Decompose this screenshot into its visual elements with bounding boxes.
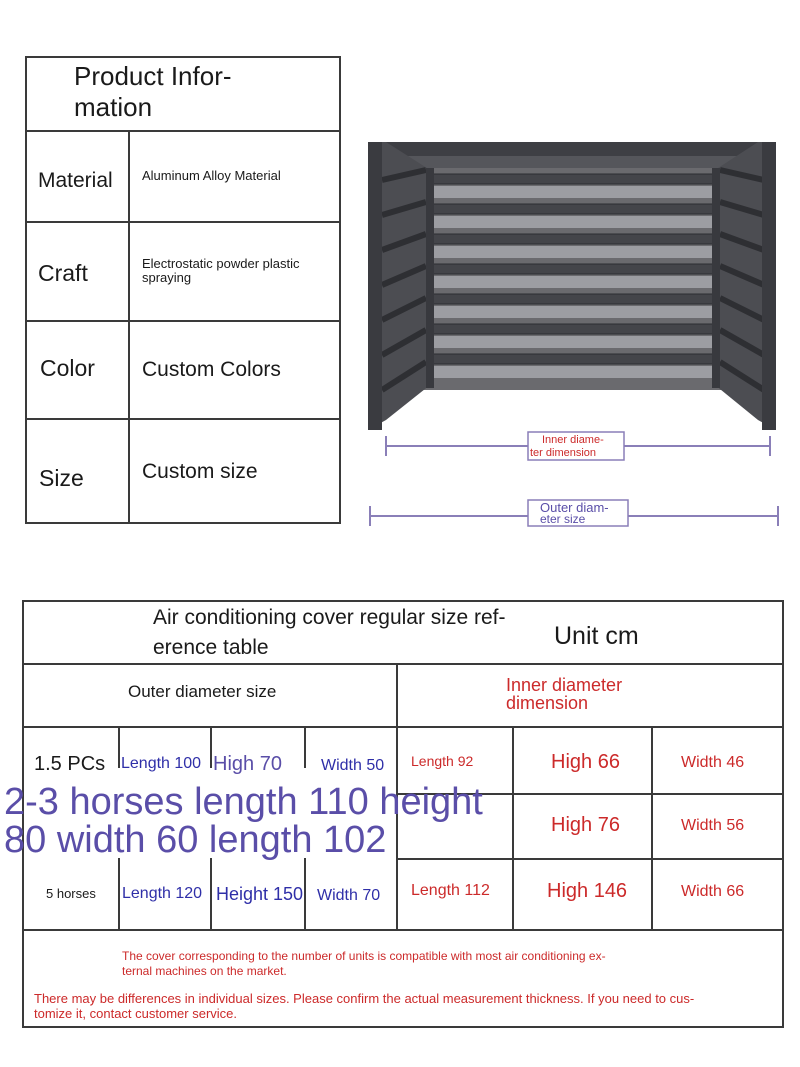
row3-outer-length: Length 120 (122, 885, 203, 902)
value-craft: Electrostatic powder plastic (142, 256, 300, 271)
divider (210, 858, 212, 929)
row1-inner-length: Length 92 (411, 753, 474, 769)
right-front-leg (762, 142, 776, 430)
row1-units: 1.5 PCs (34, 753, 106, 775)
row1-inner-width: Width 46 (681, 754, 745, 771)
divider (396, 858, 784, 860)
product-info-title-cont: mation (74, 92, 153, 122)
divider (25, 221, 341, 223)
outer-diameter-header: Outer diameter size (128, 682, 277, 701)
divider (25, 320, 341, 322)
row3-outer-height: Height 150 (216, 884, 304, 904)
row2-inner-width: Width 56 (681, 817, 745, 834)
value-craft-cont: spraying (142, 270, 192, 285)
row1-inner-high: High 66 (551, 751, 620, 773)
divider (118, 858, 120, 929)
label-size: Size (39, 465, 84, 491)
divider (25, 418, 341, 420)
note-custom-size: There may be differences in individual sizes. Please confirm the actual measurement thickness. If you need to cus- (34, 991, 695, 1006)
row1-outer-width: Width 50 (321, 757, 385, 774)
row2-inner-high: High 76 (551, 814, 620, 836)
inner-diameter-header: Inner diameter (506, 675, 623, 695)
outer-dimension-label-cont: eter size (540, 512, 586, 526)
row1-outer-length: Length 100 (121, 755, 202, 772)
divider (118, 726, 120, 768)
top-inner-edge (368, 156, 776, 168)
outer-dimension-label: Outer diam- (540, 500, 609, 515)
divider (22, 663, 784, 665)
divider (210, 726, 212, 768)
row3-inner-high: High 146 (547, 880, 628, 902)
row2-overlay-text-cont: 80 width 60 length 102 (4, 819, 387, 861)
divider (304, 858, 306, 929)
inner-diameter-header-cont: dimension (506, 693, 589, 713)
value-material: Aluminum Alloy Material (142, 168, 281, 183)
divider (512, 726, 514, 929)
divider (25, 130, 341, 132)
label-craft: Craft (38, 260, 88, 286)
row3-inner-length: Length 112 (411, 882, 490, 899)
label-material: Material (38, 169, 113, 192)
size-table-title-cont: erence table (153, 636, 269, 659)
divider (651, 726, 653, 929)
size-table-title: Air conditioning cover regular size ref- (153, 606, 506, 629)
label-color: Color (40, 355, 95, 381)
unit-label: Unit cm (554, 622, 639, 650)
divider (128, 130, 130, 524)
left-front-leg (368, 142, 382, 430)
value-color: Custom Colors (142, 358, 281, 381)
ac-cover-illustration (360, 130, 790, 540)
row2-overlay-text: 2-3 horses length 110 height (4, 781, 483, 823)
row3-outer-width: Width 70 (317, 887, 381, 904)
product-info-border (25, 56, 341, 524)
value-size: Custom size (142, 460, 258, 483)
top-frame (368, 142, 776, 156)
row3-units: 5 horses (46, 886, 96, 901)
note-compatibility: The cover corresponding to the number of units is compatible with most air conditioning ex- (122, 949, 606, 963)
inner-dimension-label: Inner diame- (542, 434, 604, 446)
row3-inner-width: Width 66 (681, 883, 745, 900)
note-custom-size-cont: tomize it, contact customer service. (34, 1006, 238, 1021)
note-compatibility-cont: ternal machines on the market. (122, 964, 287, 978)
left-back-leg (426, 168, 434, 388)
product-info-title: Product Infor- (74, 61, 232, 91)
row1-outer-high: High 70 (213, 753, 282, 775)
right-back-leg (712, 168, 720, 388)
divider (22, 726, 784, 728)
divider (304, 726, 306, 768)
inner-dimension-label-cont: ter dimension (530, 447, 597, 459)
divider (22, 929, 784, 931)
